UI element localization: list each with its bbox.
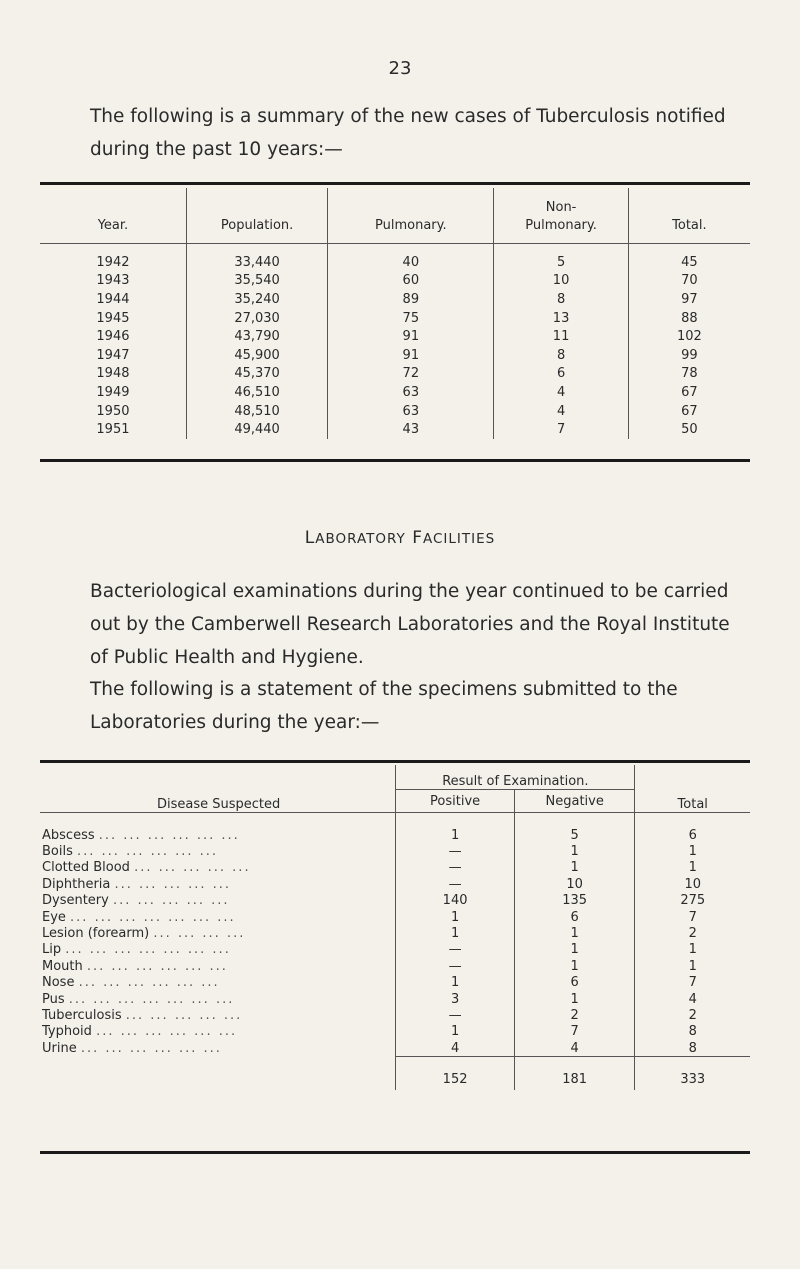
tb-table-top-rule bbox=[40, 182, 750, 185]
disease-cell bbox=[40, 1040, 396, 1057]
disease-cell bbox=[40, 860, 396, 876]
negative-cell: 1 bbox=[514, 991, 635, 1007]
table-row bbox=[40, 365, 750, 384]
leader-dots: ... ... ... ... bbox=[153, 926, 246, 942]
positive-cell: — bbox=[396, 860, 515, 876]
population-cell: 45,370 bbox=[186, 365, 327, 384]
disease-cell bbox=[40, 991, 396, 1007]
page-number: 23 bbox=[388, 58, 412, 79]
population-cell: 46,510 bbox=[186, 383, 327, 402]
total-cell: 67 bbox=[681, 384, 698, 400]
disease-cell bbox=[40, 975, 396, 991]
population-cell: 43,790 bbox=[186, 327, 327, 346]
disease-cell bbox=[40, 925, 396, 941]
total-cell: 7 bbox=[688, 909, 697, 925]
totals-label-cell bbox=[40, 1057, 396, 1091]
spec-table-top-rule bbox=[40, 760, 750, 763]
total-cell: 78 bbox=[681, 366, 698, 382]
table-row bbox=[40, 1040, 750, 1057]
positive-cell: 3 bbox=[396, 991, 515, 1007]
disease-name: Eye bbox=[42, 909, 66, 925]
spec-table-bottom-rule bbox=[40, 1151, 750, 1154]
pulmonary-cell: 43 bbox=[328, 420, 494, 439]
year-cell: 1945 bbox=[40, 309, 186, 328]
non-pulmonary-cell: 11 bbox=[494, 327, 628, 346]
disease-name: Dysentery bbox=[42, 893, 109, 909]
year-cell: 1942 bbox=[40, 244, 186, 272]
population-cell: 35,240 bbox=[186, 290, 327, 309]
negative-cell: 1 bbox=[514, 925, 635, 941]
year-cell: 1946 bbox=[40, 327, 186, 346]
positive-cell: — bbox=[396, 1007, 515, 1023]
table-row bbox=[40, 290, 750, 309]
header-pulmonary: Pulmonary. bbox=[328, 188, 494, 244]
leader-dots: ... ... ... ... ... ... bbox=[98, 827, 240, 843]
pulmonary-cell: 63 bbox=[328, 383, 494, 402]
leader-dots: ... ... ... ... ... bbox=[113, 893, 230, 909]
total-cell: 2 bbox=[688, 1007, 697, 1023]
laboratory-paragraph: Bacteriological examinations during the year continued to be carried out by the Camberwell Research Laboratories and the Royal Institute of Public Health and Hygiene. bbox=[90, 581, 730, 668]
negative-cell: 7 bbox=[514, 1024, 635, 1040]
table-row bbox=[40, 346, 750, 365]
heading-initial-l: L bbox=[304, 528, 316, 548]
header-non-pulmonary bbox=[494, 188, 628, 244]
positive-cell: 4 bbox=[396, 1040, 515, 1057]
table-row bbox=[40, 244, 750, 272]
non-pulmonary-cell: 7 bbox=[494, 420, 628, 439]
disease-cell bbox=[40, 1024, 396, 1040]
population-cell: 33,440 bbox=[186, 244, 327, 272]
pulmonary-cell: 91 bbox=[328, 327, 494, 346]
table-row bbox=[40, 420, 750, 439]
disease-name: Urine bbox=[42, 1041, 77, 1057]
total-cell: 4 bbox=[688, 991, 697, 1007]
negative-cell: 4 bbox=[514, 1040, 635, 1057]
disease-cell bbox=[40, 893, 396, 909]
non-pulmonary-cell: 10 bbox=[494, 272, 628, 291]
negative-cell: 6 bbox=[514, 975, 635, 991]
total-cell: 275 bbox=[680, 893, 706, 909]
table-row bbox=[40, 1007, 750, 1023]
non-pulmonary-cell: 13 bbox=[494, 309, 628, 328]
leader-dots: ... ... ... ... ... bbox=[125, 1007, 243, 1023]
non-pulmonary-cell: 4 bbox=[494, 402, 628, 421]
grand-total-cell: 333 bbox=[635, 1057, 750, 1091]
table-row bbox=[40, 402, 750, 421]
disease-cell bbox=[40, 942, 396, 958]
specimens-intro-paragraph: The following is a statement of the specimens submitted to the Laboratories during the year:— bbox=[90, 679, 678, 733]
table-row bbox=[40, 860, 750, 876]
disease-name: Typhoid bbox=[42, 1024, 92, 1040]
disease-name: Boils bbox=[42, 844, 73, 860]
header-negative: Negative bbox=[514, 790, 635, 813]
header-result-of-examination: Result of Examination. bbox=[396, 765, 635, 790]
spec-table-header-row bbox=[40, 765, 750, 790]
disease-name: Clotted Blood bbox=[42, 860, 130, 876]
total-cell: 1 bbox=[688, 860, 697, 876]
year-cell: 1951 bbox=[40, 420, 186, 439]
year-cell: 1948 bbox=[40, 365, 186, 384]
table-row bbox=[40, 1024, 750, 1040]
table-row bbox=[40, 909, 750, 925]
year-cell: 1944 bbox=[40, 290, 186, 309]
non-pulmonary-cell: 6 bbox=[494, 365, 628, 384]
table-row bbox=[40, 925, 750, 941]
header-total: Total bbox=[635, 765, 750, 813]
heading-rest-l: ABORATORY bbox=[315, 531, 406, 547]
negative-cell: 2 bbox=[514, 1007, 635, 1023]
negative-cell: 1 bbox=[514, 860, 635, 876]
total-cell: 45 bbox=[681, 254, 698, 270]
table-row bbox=[40, 272, 750, 291]
table-row bbox=[40, 942, 750, 958]
leader-dots: ... ... ... ... ... bbox=[134, 860, 251, 876]
heading-rest-f: ACILITIES bbox=[422, 531, 496, 547]
disease-cell bbox=[40, 813, 396, 844]
total-positive-cell: 152 bbox=[396, 1057, 515, 1091]
total-cell: 97 bbox=[681, 291, 698, 307]
tuberculosis-summary-table bbox=[40, 188, 750, 439]
population-cell: 27,030 bbox=[186, 309, 327, 328]
table-row bbox=[40, 327, 750, 346]
table-row bbox=[40, 975, 750, 991]
total-cell: 99 bbox=[681, 347, 698, 363]
non-pulmonary-cell: 4 bbox=[494, 383, 628, 402]
negative-cell: 1 bbox=[514, 843, 635, 859]
table-row bbox=[40, 876, 750, 892]
disease-cell bbox=[40, 876, 396, 892]
leader-dots: ... ... ... ... ... ... bbox=[86, 958, 228, 974]
positive-cell: — bbox=[396, 876, 515, 892]
population-cell: 49,440 bbox=[186, 420, 327, 439]
positive-cell: 1 bbox=[396, 1024, 515, 1040]
disease-cell bbox=[40, 843, 396, 859]
leader-dots: ... ... ... ... ... bbox=[114, 876, 232, 892]
negative-cell: 135 bbox=[514, 893, 635, 909]
total-cell: 1 bbox=[688, 958, 697, 974]
specimens-table bbox=[40, 765, 750, 1090]
table-row bbox=[40, 893, 750, 909]
negative-cell: 5 bbox=[514, 813, 635, 844]
positive-cell: — bbox=[396, 942, 515, 958]
pulmonary-cell: 40 bbox=[328, 244, 494, 272]
totals-row bbox=[40, 1057, 750, 1091]
total-cell: 6 bbox=[688, 827, 697, 843]
intro-paragraph: The following is a summary of the new cases of Tuberculosis notified during the past 10 years:— bbox=[90, 106, 726, 160]
total-cell: 10 bbox=[684, 876, 702, 892]
total-cell: 8 bbox=[688, 1024, 697, 1040]
heading-initial-f: F bbox=[412, 528, 423, 548]
leader-dots: ... ... ... ... ... ... bbox=[96, 1024, 238, 1040]
year-cell: 1943 bbox=[40, 272, 186, 291]
table-row bbox=[40, 309, 750, 328]
total-cell: 8 bbox=[688, 1040, 697, 1056]
pulmonary-cell: 75 bbox=[328, 309, 494, 328]
disease-cell bbox=[40, 1007, 396, 1023]
positive-cell: — bbox=[396, 843, 515, 859]
population-cell: 48,510 bbox=[186, 402, 327, 421]
leader-dots: ... ... ... ... ... ... bbox=[77, 844, 219, 860]
total-cell: 88 bbox=[681, 310, 698, 326]
positive-cell: 140 bbox=[396, 893, 515, 909]
year-cell: 1949 bbox=[40, 383, 186, 402]
table-row bbox=[40, 813, 750, 844]
positive-cell: — bbox=[396, 958, 515, 974]
disease-name: Nose bbox=[42, 975, 75, 991]
total-cell: 1 bbox=[688, 844, 697, 860]
laboratory-facilities-heading bbox=[0, 528, 800, 548]
disease-cell bbox=[40, 958, 396, 974]
total-cell: 67 bbox=[681, 403, 698, 419]
leader-dots: ... ... ... ... ... ... bbox=[80, 1041, 222, 1057]
disease-cell bbox=[40, 909, 396, 925]
header-positive: Positive bbox=[396, 790, 515, 813]
disease-name: Lip bbox=[42, 942, 62, 958]
header-disease-suspected: Disease Suspected bbox=[40, 765, 396, 813]
pulmonary-cell: 63 bbox=[328, 402, 494, 421]
leader-dots: ... ... ... ... ... ... ... bbox=[65, 942, 231, 958]
negative-cell: 1 bbox=[514, 942, 635, 958]
leader-dots: ... ... ... ... ... ... ... bbox=[68, 991, 235, 1007]
header-non-pulmonary-line1: Non- bbox=[545, 200, 577, 215]
total-cell: 7 bbox=[688, 975, 697, 991]
header-non-pulmonary-line2: Pulmonary. bbox=[525, 218, 597, 233]
total-cell: 102 bbox=[676, 329, 702, 345]
year-cell: 1950 bbox=[40, 402, 186, 421]
disease-name: Tuberculosis bbox=[42, 1007, 122, 1023]
table-row bbox=[40, 843, 750, 859]
positive-cell: 1 bbox=[396, 813, 515, 844]
disease-name: Pus bbox=[42, 991, 65, 1007]
table-row bbox=[40, 383, 750, 402]
non-pulmonary-cell: 5 bbox=[494, 244, 628, 272]
total-cell: 70 bbox=[681, 273, 698, 289]
non-pulmonary-cell: 8 bbox=[494, 290, 628, 309]
disease-name: Abscess bbox=[42, 827, 95, 843]
total-negative-cell: 181 bbox=[514, 1057, 635, 1091]
positive-cell: 1 bbox=[396, 975, 515, 991]
total-cell: 2 bbox=[688, 926, 697, 942]
non-pulmonary-cell: 8 bbox=[494, 346, 628, 365]
table-row bbox=[40, 991, 750, 1007]
pulmonary-cell: 72 bbox=[328, 365, 494, 384]
positive-cell: 1 bbox=[396, 909, 515, 925]
population-cell: 35,540 bbox=[186, 272, 327, 291]
pulmonary-cell: 89 bbox=[328, 290, 494, 309]
table-row bbox=[40, 958, 750, 974]
pulmonary-cell: 91 bbox=[328, 346, 494, 365]
negative-cell: 6 bbox=[514, 909, 635, 925]
leader-dots: ... ... ... ... ... ... bbox=[78, 975, 220, 991]
disease-name: Lesion (forearm) bbox=[42, 926, 150, 942]
total-cell: 1 bbox=[688, 942, 697, 958]
total-cell: 50 bbox=[681, 422, 698, 438]
disease-name: Mouth bbox=[42, 958, 83, 974]
negative-cell: 1 bbox=[514, 958, 635, 974]
tb-table-header-row bbox=[40, 188, 750, 244]
header-population: Population. bbox=[186, 188, 327, 244]
header-total: Total. bbox=[628, 188, 750, 244]
header-year: Year. bbox=[40, 188, 186, 244]
population-cell: 45,900 bbox=[186, 346, 327, 365]
pulmonary-cell: 60 bbox=[328, 272, 494, 291]
leader-dots: ... ... ... ... ... ... ... bbox=[70, 909, 236, 925]
negative-cell: 10 bbox=[514, 876, 635, 892]
tb-table-bottom-rule bbox=[40, 459, 750, 462]
year-cell: 1947 bbox=[40, 346, 186, 365]
positive-cell: 1 bbox=[396, 925, 515, 941]
disease-name: Diphtheria bbox=[42, 876, 111, 892]
